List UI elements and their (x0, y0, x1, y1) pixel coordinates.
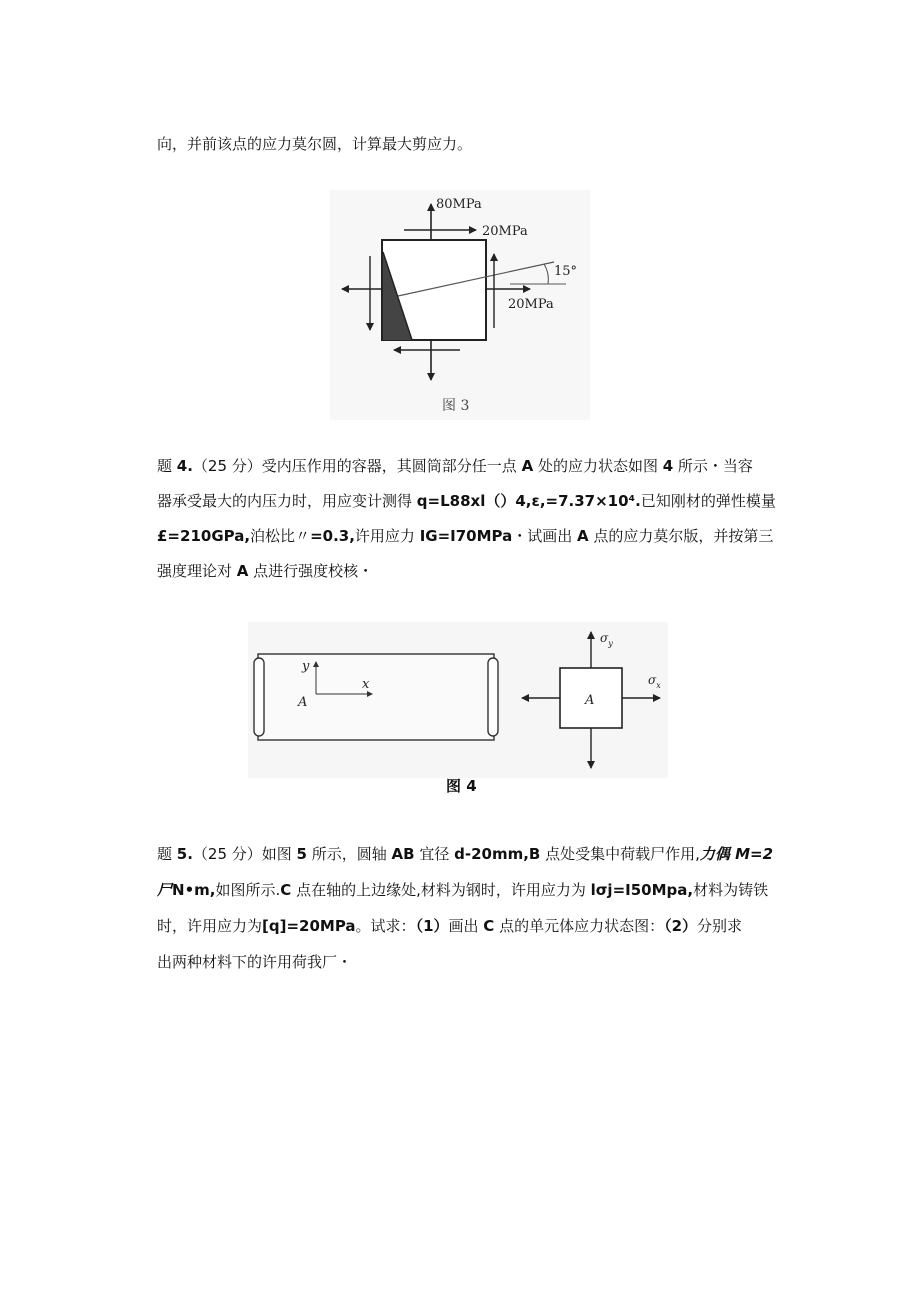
q4-l4-text-c: 点进行强度校核・ (248, 562, 374, 580)
q5-fig-ref: 5 (296, 845, 307, 863)
q5-l3-text-a: 时，许用应力为 (157, 917, 263, 935)
cylinder-left-cap (254, 658, 264, 736)
q5-part-1: （1） (415, 917, 449, 935)
q5-l3-text-e: 画出 (448, 917, 484, 935)
q4-text-a: （25 分）受内压作用的容器，其圆筒部分任一点 (192, 457, 522, 475)
label-20mpa-top: 20MPa (482, 224, 528, 239)
q4-number: 4. (176, 457, 193, 475)
q4-modulus: £=210GPa, (157, 527, 251, 545)
label-20mpa-right: 20MPa (508, 297, 554, 312)
label-sigma-y-main: σ (600, 631, 609, 645)
cylinder-right-cap (488, 658, 498, 736)
q4-line-4 (157, 561, 777, 581)
q4-l3-point: A (577, 527, 589, 545)
q4-strain-values: q=L88xl（）4,ε,=7.37×10⁴. (416, 492, 641, 510)
q5-point-c: C (280, 881, 292, 899)
q5-l2-text-a: 尸 (157, 881, 173, 899)
q5-number: 5. (176, 845, 193, 863)
q4-poisson-value: =0.3, (310, 527, 355, 545)
q4-text-c: 所示・当容 (673, 457, 753, 475)
q5-text-c: 宜径 (414, 845, 455, 863)
q5-line-3 (157, 916, 777, 936)
figure-4 (248, 622, 668, 778)
figure-3 (330, 190, 590, 420)
q4-l3-text-f: ・试画出 (512, 527, 578, 545)
q5-line-2 (157, 880, 777, 900)
q5-unit: N•m, (172, 881, 216, 899)
q5-text-e: 点处受集中荷载尸作用, (540, 845, 700, 863)
q5-part-2: （2） (664, 917, 698, 935)
intro-line (157, 134, 777, 154)
q4-line-1 (157, 456, 777, 476)
q5-line-1 (157, 844, 777, 864)
q5-l3-text-c: 。试求： (355, 917, 416, 935)
q4-line-3 (157, 526, 777, 546)
q4-l2-text-c: 已知刚材的弹性模量 (640, 492, 776, 510)
q4-l4-text-a: 强度理论对 (157, 562, 237, 580)
q4-point-a: A (521, 457, 534, 475)
label-a-element: A (585, 693, 595, 708)
q5-text-a: （25 分）如图 (192, 845, 297, 863)
q4-text-b: 处的应力状态如图 (533, 457, 663, 475)
q5-l3-text-g: 点的单元体应力状态图： (494, 917, 665, 935)
q4-line-2 (157, 491, 777, 511)
q5-l4-text: 出两种材料下的许用荷我厂・ (157, 953, 353, 971)
q5-l2-text-e: 点在轴的上边缘处,材料为钢时，许用应力为 (291, 881, 591, 899)
q5-shaft-ab: AB (391, 845, 415, 863)
cylinder-body (258, 654, 494, 740)
label-sigma-y-subscript: y (608, 639, 613, 648)
q5-couple: 力偶 M=2 (699, 845, 774, 863)
q4-fig-ref: 4 (662, 457, 674, 475)
q4-allow-label: 许用应力 (354, 527, 420, 545)
intro-text: 向，并前该点的应力莫尔圆，计算最大剪应力。 (157, 135, 473, 153)
q5-line-4 (157, 952, 777, 972)
q5-l2-text-c: 如图所示. (215, 881, 281, 899)
label-sigma-x-subscript: x (656, 681, 661, 690)
figure-4-caption: 图 4 (446, 777, 477, 795)
q5-iron-allow: [q]=20MPa (262, 917, 356, 935)
q5-steel-allow: lσj=I50Mpa, (590, 881, 694, 899)
label-a-cylinder: A (298, 695, 308, 710)
q4-l4-point: A (236, 562, 249, 580)
q4-prefix: 题 (157, 457, 177, 475)
q4-l3-text-h: 点的应力莫尔版，并按第三 (588, 527, 774, 545)
label-80mpa: 80MPa (436, 197, 482, 212)
label-15-degree: 15° (554, 264, 578, 279)
q4-l2-text-a: 器承受最大的内压力时，用应变计测得 (157, 492, 417, 510)
q5-l3-point-c: C (483, 917, 495, 935)
figure-3-caption: 图 3 (442, 398, 470, 414)
q4-allow-value: IG=I70MPa (419, 527, 513, 545)
q5-text-b: 所示，圆轴 (306, 845, 392, 863)
q4-poisson-label: 泊松比〃 (250, 527, 311, 545)
q5-diameter: d-20mm,B (454, 845, 541, 863)
q5-prefix: 题 (157, 845, 177, 863)
label-sigma-x-main: σ (648, 673, 657, 687)
q5-l3-text-i: 分别求 (697, 917, 743, 935)
label-x: x (362, 677, 370, 692)
label-y: y (302, 659, 310, 674)
q5-l2-text-g: 材料为铸铁 (693, 881, 769, 899)
